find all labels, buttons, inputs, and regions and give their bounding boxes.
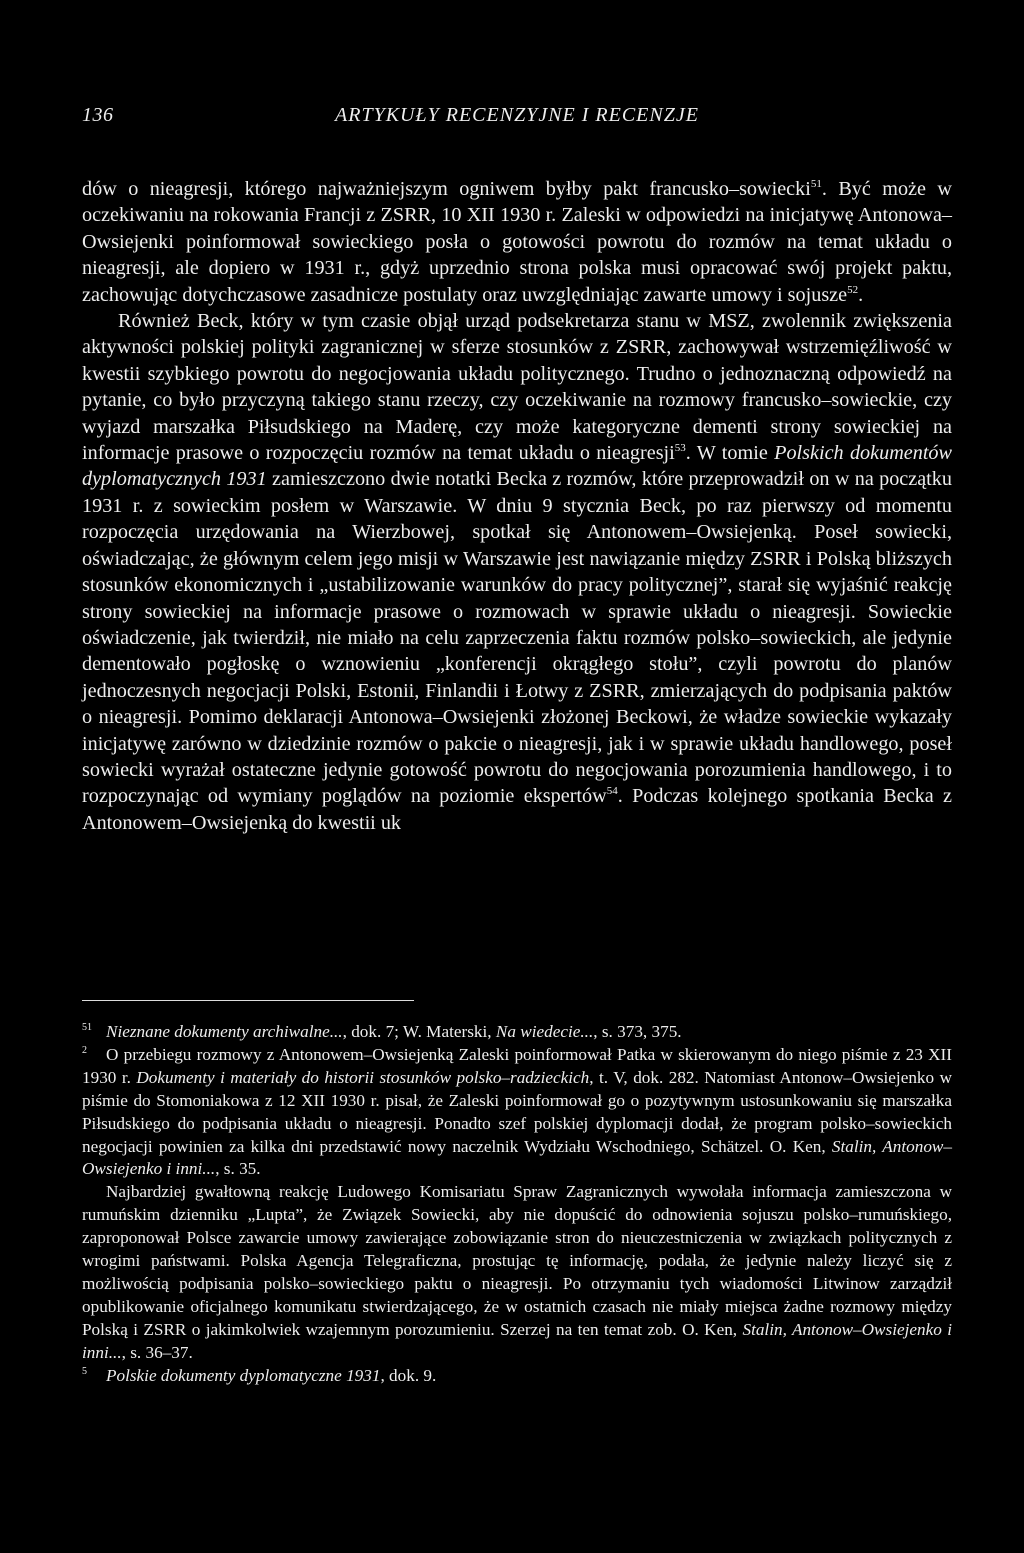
footnote-text: , s. 35. — [215, 1159, 261, 1179]
footnote-ref-54: 54 — [606, 785, 618, 798]
footnote-italic: Stalin, Antonow–Owsiejenko i inni... — [82, 1136, 952, 1179]
paragraph-text: . W tomie — [685, 442, 775, 465]
footnote-text: O przebiegu rozmowy z Antonowem–Owsiejenką Zaleski poinformował Patka w skierowanym do niego piśmie z 23 XII 1930 r. — [82, 1044, 952, 1087]
footnote-51: 51 Nieznane dokumenty archiwalne..., dok. 7; W. Materski, Na wiedecie..., s. 373, 375. — [82, 1022, 682, 1041]
footnote-53 — [82, 1181, 952, 1364]
paragraph-text: . Podczas kolejnego spotkania Becka z Antonowem–Owsiejenką do kwestii uk — [82, 785, 952, 834]
paragraph-text: zamieszczono dwie notatki Becka z rozmów, które przeprowadził on w na początku 1931 r. z sowieckim posłem w Warszawie. W dniu 9 stycznia Beck, po raz pierwszy od momentu rozpoczęcia urzędowania na Wierzbowej, spotkał się Antonowem–Owsiejenką. Poseł sowiecki, oświadczając, że głównym celem jego misji w Warszawie jest nawiązanie między ZSRR i Polską bliższych stosunków ekonomicznych i „ustabilizowanie warunków do pracy politycznej”, starał się wyjaśnić reakcję strony sowieckiej na informacje prasowe o rozmowach w sprawie układu o nieagresji. Sowieckie oświadczenie, jak twierdził, nie miało na celu zaprzeczenia faktu rozmów polsko–sowieckich, ale jedynie dementowało pogłoskę o wznowieniu „konferencji okrągłego stołu”, czyli powrotu do planów jednoczesnych negocjacji Polski, Estonii, Finlandii i Łotwy z ZSRR, zmierzających do podpisania paktów o nieagresji. Pomimo deklaracji Antonowa–Owsiejenki złożonej Beckowi, że władze sowieckie wykazały inicjatywę zarówno w dziedzinie rozmów o pakcie o nieagresji, jak i w sprawie układu handlowego, poseł sowiecki wyrażał ostateczne jedynie gotowość powrotu do negocjowania porozumienia handlowego, i to rozpoczynając od wymiany poglądów na poziomie ekspertów — [82, 468, 952, 808]
footnote-italic: Polskie dokumenty dyplomatyczne 1931 — [106, 1365, 381, 1385]
footnote-ref-52: 52 — [847, 283, 859, 296]
italic-title: Polskich dokumentów dyplomatycznych 1931 — [82, 442, 952, 491]
footnote-text: , dok. 7; W. Materski, — [342, 1022, 496, 1041]
paragraph-text: . — [858, 283, 864, 306]
paragraph-text: dów o nieagresji, którego najważniejszym ogniwem byłby pakt francusko–sowiecki — [82, 178, 811, 200]
paragraph-2 — [82, 308, 952, 836]
footnote-italic: Nieznane dokumenty archiwalne... — [106, 1022, 343, 1041]
footnote-italic: Stalin, Antonow–Owsiejenko i inni... — [82, 1319, 952, 1362]
footnotes — [82, 1021, 952, 1388]
footnote-text: , s. 373, 375. — [593, 1022, 682, 1041]
footnote-ref-53: 53 — [674, 442, 686, 455]
paragraph-1 — [82, 176, 952, 308]
running-title: ARTYKUŁY RECENZYJNE I RECENZJE — [335, 104, 699, 126]
paragraph-text: . Być może w oczekiwaniu na rokowania Francji z ZSRR, 10 XII 1930 r. Zaleski w odpowiedzi na inicjatywę Antonowa–Owsiejenki poinformował sowieckiego posła o gotowości powrotu do rozmów na temat układu o nieagresji, ale dopiero w 1931 r., gdyż uprzednio strona polska musi opracować swój projekt paktu, zachowując dotychczasowe zasadnicze postulaty oraz uwzględniając zawarte umowy i sojusze — [82, 178, 952, 306]
footnote-italic: Dokumenty i materiały do historii stosunków polsko–radzieckich — [136, 1067, 590, 1087]
footnote-52: 2 O przebiegu rozmowy z Antonowem–Owsiejenką Zaleski poinformował Patka w skierowanym do niego piśmie z 23 XII 1930 r. Dokumenty i materiały do historii stosunków polsko–radzieckich, t. V, dok. 282. Natomiast Antonow–Owsiejenko w piśmie do Stomoniakowa z 12 XII 1930 r. pisał, że Zaleski poinformował go o pozytywnym ustosunkowaniu się marszałka Piłsudskiego do podpisania układu o nieagresji. Ponadto szef polskiej dyplomacji dodał, że program polsko–sowieckich negocjacji powinien za kilka dni przedstawić nowy naczelnik Wydziału Wschodniego, Schätzel. O. Ken, Stalin, Antonow–Owsiejenko i inni..., s. 35. — [82, 1044, 952, 1179]
footnote-divider — [82, 1000, 414, 1001]
footnote-text: , dok. 9. — [380, 1365, 437, 1385]
paragraph-text: Również Beck, który w tym czasie objął urząd podsekretarza stanu w MSZ, zwolennik zwiększenia aktywności polskiej polityki zagranicznej w sferze stosunków z ZSRR, zachowywał wstrzemięźliwość w kwestii szybkiego powrotu do negocjowania układu politycznego. Trudno o jednoznaczną odpowiedź na pytanie, co było przyczyną takiego stanu rzeczy, czy oczekiwanie na rozmowy francusko–sowieckie, czy wyjazd marszałka Piłsudskiego na Maderę, czy może kategoryczne dementi strony sowieckiej na informacje prasowe o rozpoczęciu rozmów na temat układu o nieagresji — [82, 310, 952, 465]
running-head — [82, 104, 952, 138]
footnote-ref-51: 51 — [810, 178, 822, 190]
body-text — [82, 176, 952, 836]
footnote-text: , s. 36–37. — [121, 1342, 193, 1362]
footnote-text: Najbardziej gwałtowną reakcję Ludowego Komisariatu Spraw Zagranicznych wywołała informacja zamieszczona w rumuńskim dzienniku „Lupta”, że Związek Sowiecki, aby nie dopuścić do odnowienia sojuszu polsko–rumuńskiego, zaproponował Polsce zawarcie umowy zawierające zobowiązanie stron do nieuczestniczenia w związkach politycznych z wrogimi państwami. Polska Agencja Telegraficzna, prostując tę informację, podała, że jedynie należy liczyć się z możliwością podpisania polsko–sowieckiego paktu o nieagresji. Po otrzymaniu tych wiadomości Litwinow zarządził opublikowanie oficjalnego komunikatu stwierdzającego, że w ostatnich czasach nie miały miejsca żadne rozmowy między Polską i ZSRR o jakimkolwiek wzajemnym porozumieniu. Szerzej na ten temat zob. O. Ken, — [82, 1182, 952, 1339]
footnote-54: 5 Polskie dokumenty dyplomatyczne 1931, dok. 9. — [82, 1365, 437, 1385]
document-page — [82, 0, 952, 1553]
footnote-italic: Na wiedecie... — [495, 1022, 594, 1041]
page-number: 136 — [82, 104, 114, 126]
footnote-text: , t. V, dok. 282. Natomiast Antonow–Owsiejenko w piśmie do Stomoniakowa z 12 XII 1930 r. pisał, że Zaleski poinformował go o pozytywnym ustosunkowaniu się marszałka Piłsudskiego do podpisania układu o nieagresji. Ponadto szef polskiej dyplomacji dodał, że program polsko–sowieckich negocjacji powinien za kilka dni przedstawić nowy naczelnik Wydziału Wschodniego, Schätzel. O. Ken, — [82, 1067, 952, 1156]
